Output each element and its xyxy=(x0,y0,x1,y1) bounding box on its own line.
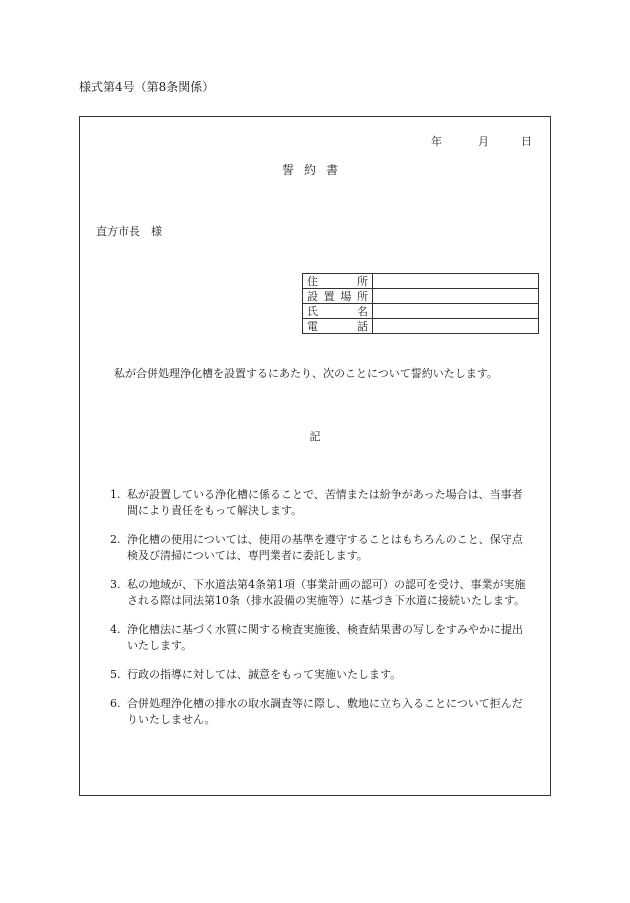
item-text: 浄化槽の使用については、使用の基準を遵守することはもちろんのこと、保守点検及び清掃については、専門業者に委託します。 xyxy=(127,533,523,562)
name-label: 氏名 xyxy=(303,304,373,319)
pledge-form-frame xyxy=(79,116,551,796)
item-number: 3. xyxy=(110,578,121,591)
item-text: 行政の指導に対しては、誠意をもって実施いたします。 xyxy=(127,668,402,681)
list-item xyxy=(110,577,528,609)
pledge-items-list xyxy=(110,487,528,741)
date-month-label: 月 xyxy=(478,135,489,148)
item-number: 5. xyxy=(110,668,121,681)
addressee: 直方市長 様 xyxy=(96,225,162,238)
item-number: 6. xyxy=(110,697,121,710)
table-row xyxy=(303,289,539,304)
applicant-info-table xyxy=(302,273,539,334)
list-item xyxy=(110,487,528,519)
item-text: 合併処理浄化槽の排水の取水調査等に際し、敷地に立ち入ることについて拒んだりいたしません。 xyxy=(127,697,523,726)
form-number: 様式第4号（第8条関係） xyxy=(79,80,215,94)
phone-field[interactable] xyxy=(373,319,539,334)
ki-heading: 記 xyxy=(309,430,321,443)
table-row xyxy=(303,319,539,334)
list-item xyxy=(110,532,528,564)
table-row xyxy=(303,274,539,289)
phone-label: 電話 xyxy=(303,319,373,334)
installation-site-field[interactable] xyxy=(373,289,539,304)
table-row xyxy=(303,304,539,319)
document-title: 誓約書 xyxy=(281,163,348,177)
item-text: 私の地域が、下水道法第4条第1項（事業計画の認可）の認可を受け、事業が実施される際は同法第10条（排水設備の実施等）に基づき下水道に接続いたします。 xyxy=(127,578,526,607)
item-number: 1. xyxy=(110,488,121,501)
address-field[interactable] xyxy=(373,274,539,289)
pledge-statement: 私が合併処理浄化槽を設置するにあたり、次のことについて誓約いたします。 xyxy=(114,367,498,380)
date-line xyxy=(431,135,532,149)
name-field[interactable] xyxy=(373,304,539,319)
date-day-label: 日 xyxy=(521,135,532,148)
item-number: 2. xyxy=(110,533,121,546)
list-item xyxy=(110,667,528,683)
item-text: 浄化槽法に基づく水質に関する検査実施後、検査結果書の写しをすみやかに提出いたします。 xyxy=(127,623,523,652)
address-label: 住所 xyxy=(303,274,373,289)
item-number: 4. xyxy=(110,623,121,636)
item-text: 私が設置している浄化槽に係ることで、苦情または紛争があった場合は、当事者間により責任をもって解決します。 xyxy=(127,488,523,517)
installation-site-label: 設置場所 xyxy=(303,289,373,304)
list-item xyxy=(110,696,528,728)
list-item xyxy=(110,622,528,654)
date-year-label: 年 xyxy=(431,135,442,148)
